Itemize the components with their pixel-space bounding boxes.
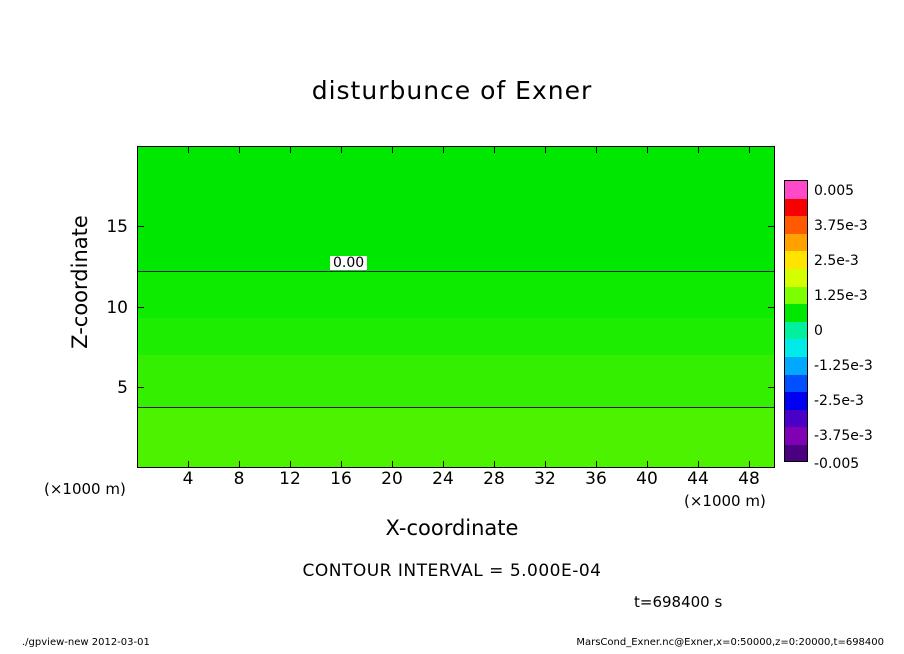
x-tick: [596, 146, 597, 153]
x-tick: [188, 146, 189, 153]
colorbar-cell: [785, 304, 807, 322]
x-tick-label: 36: [585, 469, 607, 489]
x-tick: [290, 461, 291, 468]
contour-interval-label: CONTOUR INTERVAL = 5.000E-04: [302, 561, 602, 581]
y-tick: [137, 387, 144, 388]
contour-band: [138, 407, 774, 468]
y-tick: [768, 226, 775, 227]
colorbar-cell: [785, 251, 807, 269]
colorbar-cell: [785, 287, 807, 305]
contour-line-lower: [138, 407, 774, 408]
colorbar-labels: [814, 180, 898, 472]
x-axis-title: X-coordinate: [385, 516, 519, 540]
colorbar-tick-label: 2.5e-3: [814, 253, 859, 269]
contour-label: 0.00: [330, 256, 367, 270]
x-tick: [239, 146, 240, 153]
x-tick: [443, 146, 444, 153]
x-tick: [188, 461, 189, 468]
x-tick-label: 24: [432, 469, 454, 489]
page-title: disturbunce of Exner: [311, 76, 593, 105]
contour-band: [138, 355, 774, 407]
colorbar-tick-label: 0.005: [814, 183, 855, 199]
plot-area: [137, 146, 775, 468]
colorbar-cell: [785, 322, 807, 340]
time-label: t=698400 s: [634, 593, 723, 611]
x-tick-label: 16: [330, 469, 352, 489]
x-tick: [545, 146, 546, 153]
colorbar-cell: [785, 375, 807, 393]
x-tick-label: 48: [738, 469, 760, 489]
x-tick: [341, 146, 342, 153]
colorbar: [784, 180, 808, 462]
footer-left-text: ./gpview-new 2012-03-01: [22, 637, 150, 648]
contour-band: [138, 271, 774, 318]
x-tick: [392, 461, 393, 468]
x-tick: [290, 146, 291, 153]
colorbar-cell: [785, 269, 807, 287]
x-tick: [443, 461, 444, 468]
x-tick: [647, 146, 648, 153]
colorbar-cell: [785, 445, 807, 462]
x-tick-label: 32: [534, 469, 556, 489]
x-units-left-label: (×1000 m): [44, 480, 126, 498]
x-tick: [596, 461, 597, 468]
x-tick: [341, 461, 342, 468]
colorbar-cell: [785, 339, 807, 357]
x-tick-label: 28: [483, 469, 505, 489]
x-tick-label: 40: [636, 469, 658, 489]
y-tick-label: 15: [106, 217, 128, 237]
contour-band: [138, 147, 774, 271]
x-tick: [239, 461, 240, 468]
x-units-right-label: (×1000 m): [684, 492, 766, 510]
x-tick-label: 12: [279, 469, 301, 489]
y-tick: [137, 307, 144, 308]
x-tick-label: 8: [233, 469, 245, 489]
colorbar-cell: [785, 357, 807, 375]
colorbar-cell: [785, 427, 807, 445]
x-tick-label: 20: [381, 469, 403, 489]
colorbar-cell: [785, 181, 807, 199]
colorbar-cell: [785, 234, 807, 252]
colorbar-tick-label: -0.005: [814, 456, 860, 472]
colorbar-cell: [785, 199, 807, 217]
x-tick: [392, 146, 393, 153]
colorbar-cell: [785, 410, 807, 428]
y-axis-title: Z-coordinate: [68, 215, 92, 349]
y-tick-label: 10: [106, 298, 128, 318]
colorbar-tick-label: 0: [814, 323, 823, 339]
x-tick: [494, 461, 495, 468]
x-tick-label: 44: [687, 469, 709, 489]
y-tick: [768, 307, 775, 308]
colorbar-tick-label: -1.25e-3: [814, 358, 873, 374]
x-tick: [749, 461, 750, 468]
footer-right-text: MarsCond_Exner.nc@Exner,x=0:50000,z=0:20000,t=698400: [576, 637, 884, 648]
colorbar-tick-label: 3.75e-3: [814, 218, 868, 234]
x-tick: [545, 461, 546, 468]
colorbar-cell: [785, 216, 807, 234]
colorbar-tick-label: 1.25e-3: [814, 288, 868, 304]
x-tick: [494, 146, 495, 153]
contour-line-zero: [138, 271, 774, 272]
x-tick: [698, 461, 699, 468]
y-tick: [768, 387, 775, 388]
x-tick: [647, 461, 648, 468]
colorbar-tick-label: -2.5e-3: [814, 393, 864, 409]
contour-band: [138, 318, 774, 355]
y-tick-label: 5: [117, 378, 128, 398]
x-tick: [698, 146, 699, 153]
x-tick-label: 4: [182, 469, 194, 489]
x-tick: [749, 146, 750, 153]
colorbar-cell: [785, 392, 807, 410]
colorbar-tick-label: -3.75e-3: [814, 428, 873, 444]
y-tick: [137, 226, 144, 227]
